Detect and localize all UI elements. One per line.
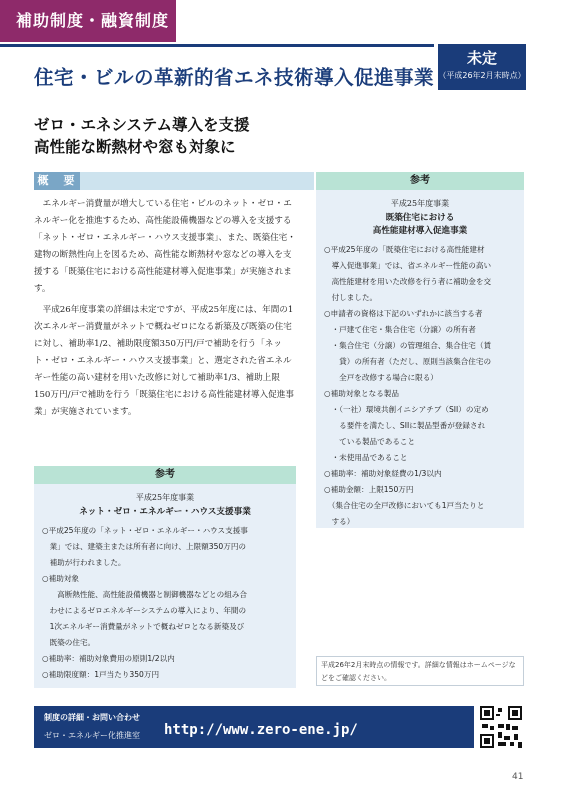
reference-line: ・（一社）環境共創イニシアチブ（SII）の定め bbox=[324, 405, 489, 414]
overview-header bbox=[34, 172, 314, 190]
reference-line: する） bbox=[324, 517, 355, 526]
reference-line: 高性能建材を用いた改修を行う者に補助金を交 bbox=[324, 277, 492, 286]
reference-line: 補助が行われました。 bbox=[42, 558, 126, 567]
contact-url-link[interactable]: http://www.zero-ene.jp/ bbox=[164, 722, 358, 738]
reference-box-left bbox=[34, 466, 296, 688]
category-tab: 補助制度・融資制度 bbox=[0, 0, 176, 42]
reference-box-right bbox=[316, 172, 524, 528]
reference-line: 導入促進事業」では、省エネルギー性能の高い bbox=[324, 261, 492, 270]
qr-code-icon bbox=[480, 706, 522, 748]
reference-line: ている製品であること bbox=[324, 437, 416, 446]
subtitle-line-1: ゼロ・エネシステム導入を支援 bbox=[34, 116, 250, 134]
title-rule bbox=[0, 44, 434, 47]
notice-box: 平成26年2月末時点の情報です。詳細な情報はホームページなどをご確認ください。 bbox=[316, 656, 524, 686]
reference-line: 貸）の所有者（ただし、原則当該集合住宅の bbox=[324, 357, 492, 366]
status-badge bbox=[438, 44, 526, 90]
overview-label: 概 要 bbox=[34, 172, 80, 190]
reference-line: 業」では、建築主または所有者に向け、上限額350万円の bbox=[42, 542, 247, 551]
reference-line: ○平成25年度の「既築住宅における高性能建材 bbox=[324, 245, 485, 254]
reference-list bbox=[34, 523, 296, 683]
reference-line: 既築の住宅。 bbox=[42, 638, 96, 647]
reference-line: 付しました。 bbox=[324, 293, 378, 302]
reference-title: ネット・ゼロ・エネルギー・ハウス支援事業 bbox=[79, 507, 251, 517]
reference-title-line-2: 高性能建材導入促進事業 bbox=[372, 226, 468, 236]
contact-heading: 制度の詳細・お問い合わせ bbox=[44, 713, 140, 722]
overview-text bbox=[34, 196, 296, 425]
reference-line: ○平成25年度の「ネット・ゼロ・エネルギー・ハウス支援事 bbox=[42, 526, 248, 535]
overview-paragraph-2: 平成26年度事業の詳細は未定ですが、平成25年度には、年間の1次エネルギー消費量がネットで概ねゼロになる新築及び既築の住宅に対し、補助率1/2、補助限度額350万円/戸で補助を行う「ネット・ゼロ・エネルギー・ハウス支援事業」と、選定された省エネルギー性能の高い建材を用いた改修に対して補助率1/3、補助上限150万円/戸で補助を行う「既築住宅における高性能建材導入促進事業」が実施されています。 bbox=[34, 305, 294, 417]
reference-header: 参考 bbox=[34, 466, 296, 484]
status-label: 未定 bbox=[466, 49, 497, 67]
reference-list bbox=[316, 242, 524, 530]
reference-line: 1次エネルギー消費量がネットで概ねゼロとなる新築及び bbox=[42, 622, 245, 631]
reference-line: ○補助率：補助対象費用の原則1/2以内 bbox=[42, 654, 175, 663]
reference-title-line-1: 既築住宅における bbox=[385, 213, 455, 223]
reference-line: 高断熱性能、高性能設備機器と制御機器などとの組み合 bbox=[42, 590, 248, 599]
page-number: 41 bbox=[512, 772, 524, 782]
reference-line: ○補助対象となる製品 bbox=[324, 389, 399, 398]
page-title: 住宅・ビルの革新的省エネ技術導入促進事業 bbox=[34, 66, 435, 89]
reference-line: ○補助率：補助対象経費の1/3以内 bbox=[324, 469, 442, 478]
reference-line: ・未使用品であること bbox=[324, 453, 408, 462]
reference-header: 参考 bbox=[316, 172, 524, 190]
reference-line: （集合住宅の全戸改修においても1戸当たりと bbox=[324, 501, 485, 510]
contact-org: ゼロ・エネルギー化推進室 bbox=[44, 731, 140, 740]
reference-line: ・戸建て住宅・集合住宅（分譲）の所有者 bbox=[324, 325, 476, 334]
subtitle-line-2: 高性能な断熱材や窓も対象に bbox=[34, 138, 236, 156]
reference-line: ○補助限度額：1戸当たり350万円 bbox=[42, 670, 160, 679]
reference-line: わせによるゼロエネルギーシステムの導入により、年間の bbox=[42, 606, 247, 615]
reference-year: 平成25年度事業 bbox=[135, 493, 195, 502]
status-note: （平成26年2月末時点） bbox=[438, 71, 526, 80]
overview-paragraph-1: エネルギー消費量が増大している住宅・ビルのネット・ゼロ・エネルギー化を推進するため、高性能設備機器などの導入を支援する「ネット・ゼロ・エネルギー・ハウス支援事業」、また、既築住宅・建物の断熱性向上を図るため、高性能な断熱材や窓などの導入を支援する「既築住宅における高性能建材導入促進事業」が実施されます。 bbox=[34, 199, 296, 294]
reference-line: 全戸を改修する場合に限る） bbox=[324, 373, 438, 382]
reference-year: 平成25年度事業 bbox=[390, 199, 450, 208]
reference-line: ○補助金額：上限150万円 bbox=[324, 485, 414, 494]
reference-line: ○申請者の資格は下記のいずれかに該当する者 bbox=[324, 309, 483, 318]
reference-line: ○補助対象 bbox=[42, 574, 80, 583]
subtitle bbox=[34, 114, 249, 158]
reference-line: ・集合住宅（分譲）の管理組合、集合住宅（賃 bbox=[324, 341, 492, 350]
contact-bar bbox=[34, 706, 474, 748]
reference-line: る要件を満たし、SIIに製品型番が登録され bbox=[324, 421, 486, 430]
reference-title bbox=[316, 212, 524, 238]
